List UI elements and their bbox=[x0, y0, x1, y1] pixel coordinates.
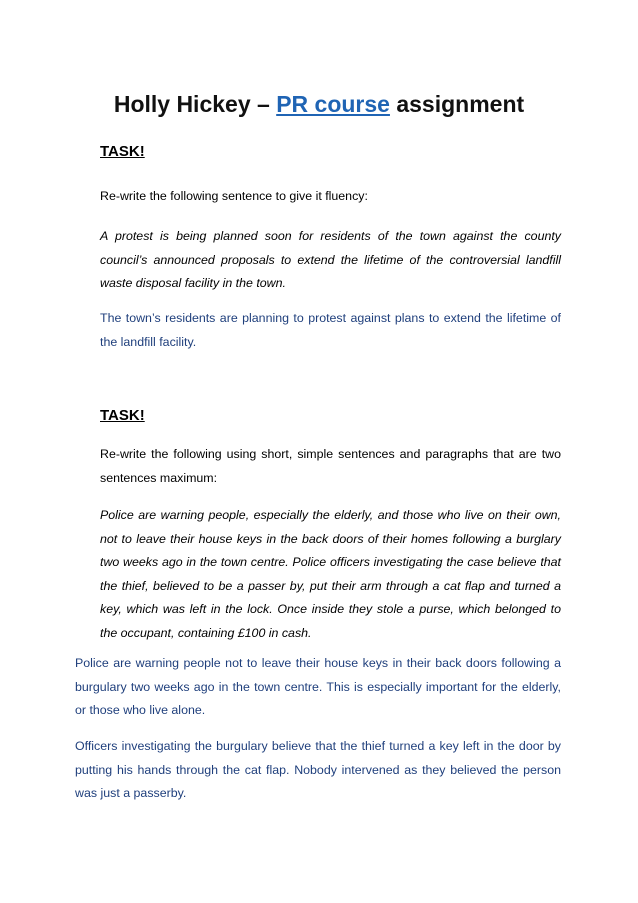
task1-instruction: Re-write the following sentence to give it fluency: bbox=[100, 189, 368, 203]
task2-heading: TASK! bbox=[100, 407, 145, 424]
task2-answer-paragraph-2: Officers investigating the burgulary believe that the thief turned a key left in the door by putting his hands through the cat flap. Nobody intervened as they believed the person was just a passerby. bbox=[75, 739, 561, 800]
task2-answer-paragraph-1: Police are warning people not to leave their house keys in their back doors following a burgulary two weeks ago in the town centre. This is especially important for the elderly, or those who live alone. bbox=[75, 656, 561, 717]
page-title bbox=[0, 88, 638, 120]
task1-answer: The town’s residents are planning to protest against plans to extend the lifetime of the landfill facility. bbox=[100, 311, 561, 349]
task2-instruction: Re-write the following using short, simple sentences and paragraphs that are two sentences maximum: bbox=[100, 447, 561, 485]
title-prefix: Holly Hickey – bbox=[113, 91, 277, 117]
task2-original-passage: Police are warning people, especially the elderly, and those who live on their own, not to leave their house keys in the back doors of their homes following a burglary two weeks ago in the town centre. Police officers investigating the case believe that the thief, believed to be a passer by, put their arm through a cat flap and turned a key, which was left in the lock. Once inside they stole a purse, which belonged to the occupant, containing £100 in cash. bbox=[100, 508, 561, 640]
pr-course-link[interactable]: PR course bbox=[276, 91, 390, 117]
task1-original-sentence: A protest is being planned soon for residents of the town against the county council’s announced proposals to extend the lifetime of the controversial landfill waste disposal facility in the town. bbox=[100, 229, 561, 290]
task1-heading: TASK! bbox=[100, 143, 145, 160]
title-suffix: assignment bbox=[389, 91, 525, 117]
